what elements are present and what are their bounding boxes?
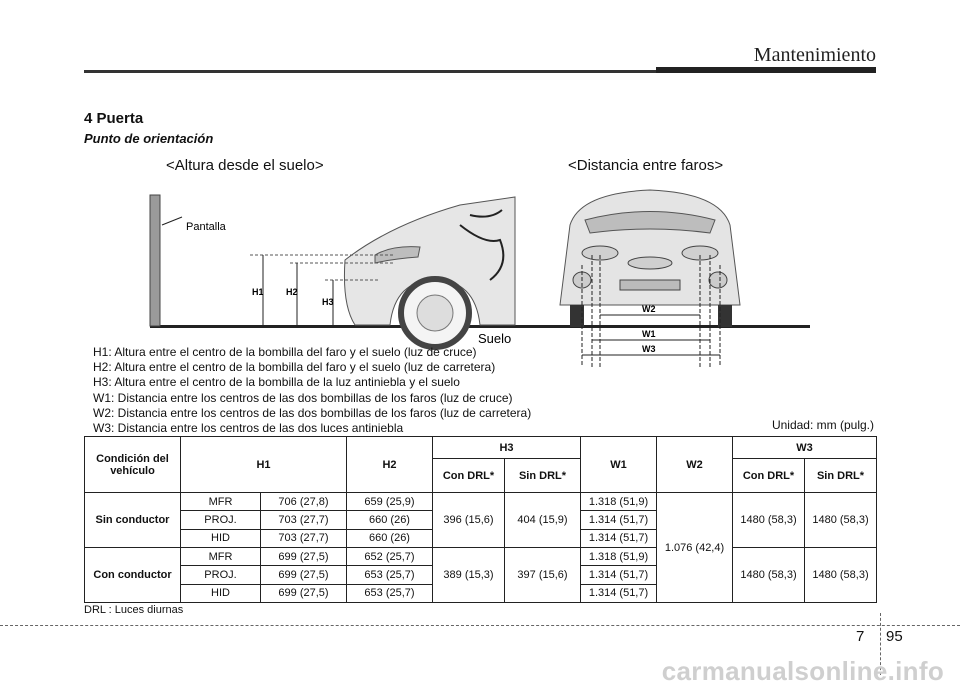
mark-w1: W1 [642,329,656,339]
cell-h1: 706 (27,8) [261,493,347,511]
cell-h1: 699 (27,5) [261,547,347,565]
group-label: Sin conductor [85,493,181,548]
mark-h2: H2 [286,287,298,297]
header-w2: W2 [657,437,733,493]
header-h2: H2 [347,437,433,493]
mark-w3: W3 [642,344,656,354]
section-subtitle: Punto de orientación [84,131,214,146]
label-ground: Suelo [478,331,512,346]
cell-h1: 699 (27,5) [261,584,347,602]
cell-h2: 652 (25,7) [347,547,433,565]
page-chapter: 7 [856,628,865,645]
mark-h1: H1 [252,287,264,297]
unit-note: Unidad: mm (pulg.) [771,418,874,432]
caption-height: <Altura desde el suelo> [166,157,324,174]
cell-w2: 1.076 (42,4) [657,493,733,603]
cell-h3-sin: 397 (15,6) [505,547,581,602]
cell-type: HID [181,584,261,602]
cell-w1: 1.314 (51,7) [581,566,657,584]
cell-w1: 1.314 (51,7) [581,511,657,529]
table-row [85,547,877,565]
car-side-view [344,197,515,347]
caption-distance: <Distancia entre faros> [568,157,724,174]
cell-type: PROJ. [181,511,261,529]
cell-h3-con: 396 (15,6) [433,493,505,548]
legend-item: H3: Altura entre el centro de la bombilla de la luz antiniebla y el suelo [93,375,460,390]
cell-w3-con: 1480 (58,3) [733,493,805,548]
cell-w1: 1.318 (51,9) [581,547,657,565]
screen-panel [150,195,160,326]
cell-h2: 653 (25,7) [347,566,433,584]
watermark: carmanualsonline.info [661,656,944,686]
legend-item: H2: Altura entre el centro de la bombilla del faro y el suelo (luz de carretera) [93,360,496,375]
cell-h1: 699 (27,5) [261,566,347,584]
cell-w1: 1.318 (51,9) [581,493,657,511]
cell-w3-sin: 1480 (58,3) [805,493,877,548]
legend-item: W3: Distancia entre los centros de las dos luces antiniebla [93,421,404,436]
header-title: Mantenimiento [753,44,876,66]
cell-w1: 1.314 (51,7) [581,529,657,547]
header-w3-sin-drl: Sin DRL* [805,459,877,493]
cell-type: MFR [181,493,261,511]
footnote: DRL : Luces diurnas [84,604,184,616]
header-condition: Condición del vehículo [85,437,181,493]
legend-item: W2: Distancia entre los centros de las dos bombillas de los faros (luz de carretera) [93,405,532,420]
cell-w3-con: 1480 (58,3) [733,547,805,602]
header-h3-con-drl: Con DRL* [433,459,505,493]
legend-item: H1: Altura entre el centro de la bombilla del faro y el suelo (luz de cruce) [93,345,477,359]
table-row [85,493,877,511]
cell-h2: 660 (26) [347,529,433,547]
mark-h3: H3 [322,297,334,307]
mark-w2: W2 [642,304,656,314]
header-w3-con-drl: Con DRL* [733,459,805,493]
cell-h3-sin: 404 (15,9) [505,493,581,548]
header-w1: W1 [581,437,657,493]
cell-h2: 660 (26) [347,511,433,529]
label-screen: Pantalla [186,221,226,233]
legend-item: W1: Distancia entre los centros de las dos bombillas de los faros (luz de cruce) [93,390,513,405]
cell-type: MFR [181,547,261,565]
cell-h1: 703 (27,7) [261,511,347,529]
section-title: 4 Puerta [84,110,144,127]
cell-w1: 1.314 (51,7) [581,584,657,602]
cell-h2: 653 (25,7) [347,584,433,602]
legend [93,345,531,436]
group-label: Con conductor [85,547,181,602]
header-h3-sin-drl: Sin DRL* [505,459,581,493]
header-h1: H1 [181,437,347,493]
cell-h3-con: 389 (15,3) [433,547,505,602]
cell-type: PROJ. [181,566,261,584]
header-rule-accent [656,67,876,73]
cell-type: HID [181,529,261,547]
headlight-spec-table [84,436,877,603]
cell-h1: 703 (27,7) [261,529,347,547]
header-h3: H3 [433,437,581,459]
cell-h2: 659 (25,9) [347,493,433,511]
footer-divider [0,625,960,626]
page-number: 95 [886,628,903,645]
cell-w3-sin: 1480 (58,3) [805,547,877,602]
header-w3: W3 [733,437,877,459]
